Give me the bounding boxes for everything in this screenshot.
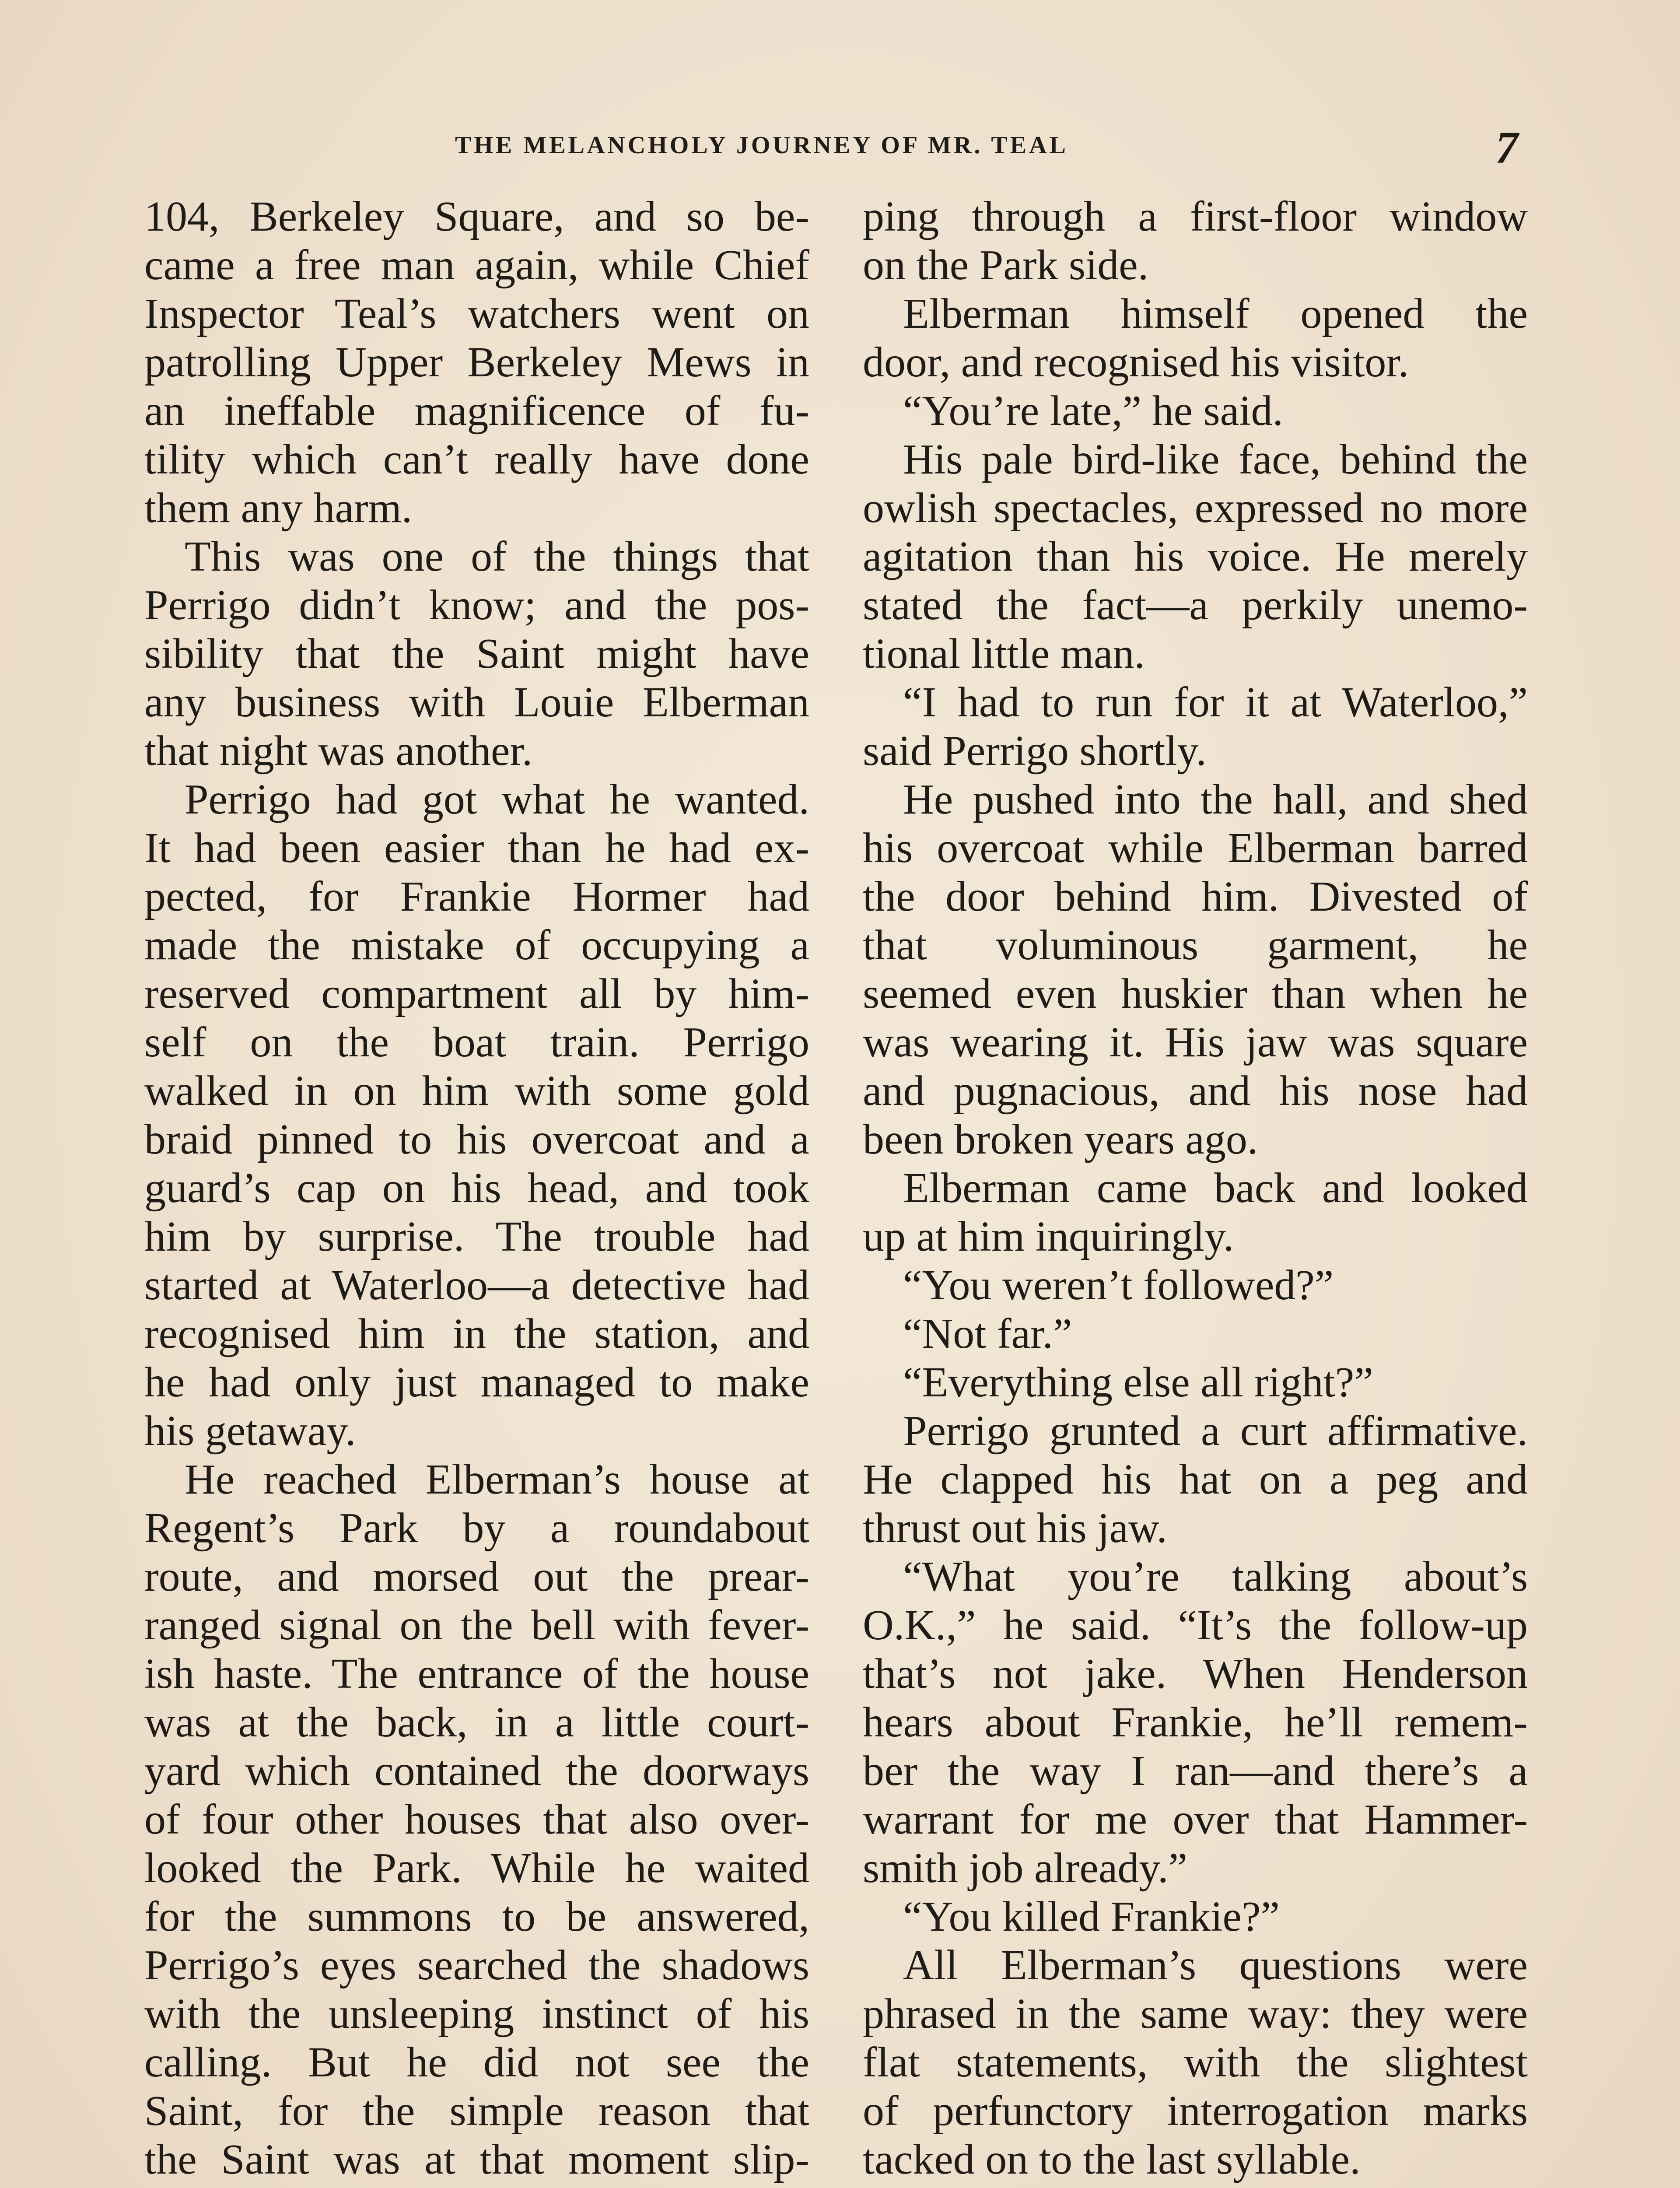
text-line: phrased in the same way: they were (863, 1990, 1528, 2037)
text-line: “You killed Frankie?” (903, 1893, 1280, 1940)
text-line: pected, for Frankie Hormer had (144, 873, 809, 920)
text-line: ping through a first-floor window (863, 193, 1528, 240)
text-line: His pale bird-like face, behind the (903, 436, 1528, 483)
text-line: an ineffable magnificence of fu- (144, 387, 809, 435)
text-line: agitation than his voice. He merely (863, 533, 1528, 580)
text-line: of perfunctory interrogation marks (863, 2087, 1528, 2135)
text-line: been broken years ago. (863, 1116, 1258, 1163)
text-line: Perrigo didn’t know; and the pos- (144, 582, 809, 629)
text-line: of four other houses that also over- (144, 1796, 809, 1843)
text-line: hears about Frankie, he’ll remem- (863, 1699, 1528, 1746)
text-line: patrolling Upper Berkeley Mews in (144, 339, 809, 386)
text-line: It had been easier than he had ex- (144, 824, 809, 872)
text-line: them any harm. (144, 484, 413, 532)
text-line: came a free man again, while Chief (144, 242, 809, 289)
text-line: for the summons to be answered, (144, 1893, 809, 1940)
text-line: owlish spectacles, expressed no more (863, 484, 1528, 532)
text-line: that’s not jake. When Henderson (863, 1650, 1528, 1697)
text-line: All Elberman’s questions were (903, 1942, 1528, 1989)
text-line: Elberman himself opened the (903, 290, 1528, 337)
text-line: ish haste. The entrance of the house (144, 1650, 809, 1697)
text-line: 104, Berkeley Square, and so be- (144, 193, 809, 240)
text-line: He reached Elberman’s house at (185, 1456, 809, 1503)
text-line: flat statements, with the slightest (863, 2039, 1528, 2086)
text-line: tional little man. (863, 630, 1145, 677)
text-line: O.K.,” he said. “It’s the follow-up (863, 1602, 1528, 1649)
text-line: route, and morsed out the prear- (144, 1553, 809, 1600)
text-line: Elberman came back and looked (903, 1164, 1528, 1212)
text-line: walked in on him with some gold (144, 1067, 809, 1115)
text-line: with the unsleeping instinct of his (144, 1990, 809, 2037)
text-line: door, and recognised his visitor. (863, 339, 1409, 386)
text-line: on the Park side. (863, 242, 1149, 289)
page-number: 7 (1495, 123, 1518, 173)
text-line: tacked on to the last syllable. (863, 2136, 1361, 2183)
text-line: sibility that the Saint might have (144, 630, 809, 677)
text-line: ber the way I ran—and there’s a (863, 1747, 1528, 1795)
text-line: looked the Park. While he waited (144, 1844, 809, 1892)
text-line: said Perrigo shortly. (863, 727, 1207, 775)
text-line: “You weren’t followed?” (903, 1262, 1334, 1309)
text-line: the Saint was at that moment slip- (144, 2136, 809, 2183)
running-title: THE MELANCHOLY JOURNEY OF MR. TEAL (455, 132, 1068, 159)
text-line: “Everything else all right?” (903, 1359, 1373, 1406)
text-line: him by surprise. The trouble had (144, 1213, 809, 1260)
text-line: This was one of the things that (185, 533, 809, 580)
text-line: he had only just managed to make (144, 1359, 809, 1406)
text-line: guard’s cap on his head, and took (144, 1164, 809, 1212)
text-line: self on the boat train. Perrigo (144, 1019, 809, 1066)
text-line: thrust out his jaw. (863, 1504, 1167, 1552)
text-line: and pugnacious, and his nose had (863, 1067, 1528, 1115)
text-line: “Not far.” (903, 1310, 1072, 1357)
text-line: recognised him in the station, and (144, 1310, 809, 1357)
text-line: “What you’re talking about’s (903, 1553, 1528, 1600)
text-line: that night was another. (144, 727, 533, 775)
text-line: He pushed into the hall, and shed (903, 776, 1528, 823)
text-line: was wearing it. His jaw was square (863, 1019, 1528, 1066)
text-line: stated the fact—a perkily unemo- (863, 582, 1528, 629)
text-line: his overcoat while Elberman barred (863, 824, 1528, 872)
text-line: yard which contained the doorways (144, 1747, 809, 1795)
text-line: He clapped his hat on a peg and (863, 1456, 1528, 1503)
text-line: Perrigo’s eyes searched the shadows (144, 1942, 809, 1989)
text-line: “I had to run for it at Waterloo,” (903, 679, 1528, 726)
text-line: calling. But he did not see the (144, 2039, 809, 2086)
text-line: Perrigo grunted a curt affirmative. (903, 1407, 1528, 1455)
text-line: made the mistake of occupying a (144, 922, 809, 969)
text-line: braid pinned to his overcoat and a (144, 1116, 809, 1163)
text-line: smith job already.” (863, 1844, 1188, 1892)
text-line: warrant for me over that Hammer- (863, 1796, 1528, 1843)
text-line: ranged signal on the bell with fever- (144, 1602, 809, 1649)
text-line: tility which can’t really have done (144, 436, 809, 483)
right-text-column (863, 193, 1528, 2184)
text-line: was at the back, in a little court- (144, 1699, 809, 1746)
text-line: Regent’s Park by a roundabout (144, 1504, 809, 1552)
text-line: seemed even huskier than when he (863, 970, 1528, 1017)
text-line: Saint, for the simple reason that (144, 2087, 809, 2135)
text-line: any business with Louie Elberman (144, 679, 809, 726)
left-text-column (144, 193, 809, 2184)
text-line: Inspector Teal’s watchers went on (144, 290, 809, 337)
text-line: started at Waterloo—a detective had (144, 1262, 809, 1309)
text-line: Perrigo had got what he wanted. (185, 776, 809, 823)
text-line: that voluminous garment, he (863, 922, 1528, 969)
text-line: “You’re late,” he said. (903, 387, 1284, 435)
text-line: his getaway. (144, 1407, 356, 1455)
text-line: up at him inquiringly. (863, 1213, 1234, 1260)
text-line: the door behind him. Divested of (863, 873, 1528, 920)
text-line: reserved compartment all by him- (144, 970, 809, 1017)
